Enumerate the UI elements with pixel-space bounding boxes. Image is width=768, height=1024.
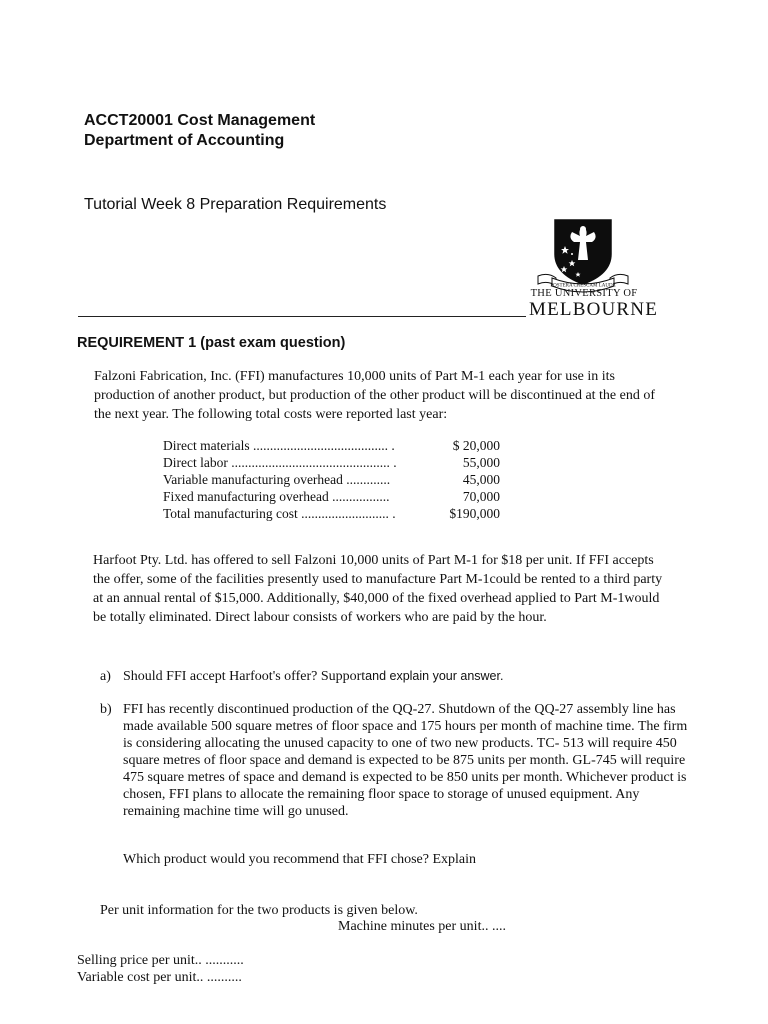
cost-row <box>163 454 500 471</box>
question-b-text: FFI has recently discontinued production of the QQ-27. Shutdown of the QQ-27 assembly line has made available 500 square metres of floor space and 175 hours per month of machine time. The firm is considering allocating the unused capacity to one of two new products. TC- 513 will require 450 square metres of floor space and demand is expected to be 875 units per month. GL-745 will require 475 square metres of space and demand is expected to be 850 units per month. Whichever product is chosen, FFI plans to allocate the remaining floor space to storage of unused equipment. Any remaining machine time will go unused. <box>123 702 688 819</box>
question-a-marker: a) <box>100 669 111 684</box>
cost-label: Total manufacturing cost .......................... . <box>163 506 396 521</box>
question-a-text: Should FFI accept Harfoot's offer? Support <box>123 669 366 684</box>
header-divider <box>78 316 526 317</box>
question-a <box>100 668 503 685</box>
cost-value: 70,000 <box>462 489 500 504</box>
cost-row <box>163 505 500 522</box>
question-a-text-sans: and explain your answer. <box>365 669 504 683</box>
requirement-heading: REQUIREMENT 1 (past exam question) <box>77 335 346 351</box>
selling-price-label: Selling price per unit.. ........... <box>77 953 244 968</box>
per-unit-intro: Per unit information for the two products is given below. <box>100 903 418 918</box>
cost-label: Fixed manufacturing overhead ................. <box>163 489 390 504</box>
machine-minutes-label: Machine minutes per unit.. .... <box>338 919 506 934</box>
cost-value: 45,000 <box>462 472 500 487</box>
question-b-followup: Which product would you recommend that FFI chose? Explain <box>123 852 477 867</box>
course-title: ACCT20001 Cost Management <box>84 112 316 129</box>
department-title: Department of Accounting <box>84 132 285 149</box>
question-b <box>100 701 690 820</box>
cost-row <box>163 488 500 505</box>
cost-label: Variable manufacturing overhead ............. <box>163 472 391 487</box>
cost-value: 55,000 <box>462 455 500 470</box>
logo-melbourne: MELBOURNE <box>529 299 659 320</box>
question-b-marker: b) <box>100 702 112 717</box>
offer-paragraph: Harfoot Pty. Ltd. has offered to sell Falzoni 10,000 units of Part M-1 for $18 per unit. If FFI accepts the offer, some of the facilities presently used to manufacture Part M-1could be rented to a third party at an annual rental of $15,000. Additionally, $40,000 of the fixed overhead applied to Part M-1would be totally eliminated. Direct labour consists of workers who are paid by the hour. <box>93 553 663 625</box>
cost-value: $ 20,000 <box>452 438 500 453</box>
variable-cost-label: Variable cost per unit.. .......... <box>77 970 242 985</box>
cost-value: $190,000 <box>449 506 500 521</box>
cost-table <box>163 437 500 522</box>
cost-label: Direct labor ............................................... . <box>163 455 397 470</box>
logo-university-of: THE UNIVERSITY OF <box>530 288 638 299</box>
cost-row <box>163 437 500 454</box>
tutorial-title: Tutorial Week 8 Preparation Requirements <box>84 196 387 213</box>
logo-motto: POSTERA CRESCAM LAUDE <box>550 283 616 289</box>
cost-label: Direct materials ........................................ . <box>163 438 395 453</box>
intro-paragraph: Falzoni Fabrication, Inc. (FFI) manufactures 10,000 units of Part M-1 each year for use in its production of another product, but production of the other product will be discontinued at the end of the next year. The following total costs were reported last year: <box>94 369 656 422</box>
cost-row <box>163 471 500 488</box>
